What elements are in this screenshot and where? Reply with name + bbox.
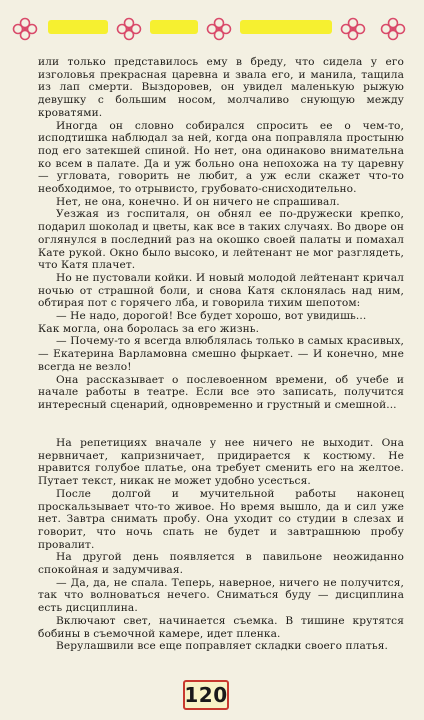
paragraph: — Почему-то я всегда влюблялась только в самых красивых, — Екатерина Варламовна смешно фыркает. — И конечно, мне всегда не везло! xyxy=(38,335,404,373)
paragraph: Верулашвили все еще поправляет складки своего платья. xyxy=(56,640,389,653)
flower-ornament-icon xyxy=(376,16,410,42)
paragraph: Включают свет, начинается съемка. В тишине крутятся бобины в съемочной камере, идет пленка. xyxy=(38,614,404,640)
flower-ornament-icon xyxy=(112,16,146,42)
ornamental-header xyxy=(0,14,424,48)
paragraph: Нет, не она, конечно. И он ничего не спрашивал. xyxy=(56,195,340,208)
flower-ornament-icon xyxy=(336,16,370,42)
page-number: 120 xyxy=(184,683,228,707)
text-block-1 xyxy=(38,56,404,412)
paragraph: Она рассказывает о послевоенном времени, об учебе и начале работы в театре. Если все это записать, получится интересный сценарий, одновременно и грустный и смешной... xyxy=(38,373,404,411)
paragraph: На репетициях вначале у нее ничего не выходит. Она нервничает, капризничает, придирается к костюму. Не нравится голубое платье, она требует сменить его на желтое. Путает текст, никак не может удобно усесться. xyxy=(38,437,404,488)
yellow-bar xyxy=(150,20,198,34)
paragraph: На другой день появляется в павильоне неожиданно спокойная и задумчивая. xyxy=(38,551,404,577)
paragraph: или только представилось ему в бреду, что сидела у его изголовья прекрасная царевна и звала его, и манила, тащила из лап смерти. Выздоровев, он увидел маленькую рыжую девушку с большим носом, молчаливо снующую между кроватями. xyxy=(38,56,404,119)
paragraph: Как могла, она боролась за его жизнь. xyxy=(38,322,260,335)
paragraph: — Не надо, дорогой! Все будет хорошо, вот увидишь... xyxy=(56,310,367,323)
flower-ornament-icon xyxy=(8,16,42,42)
paragraph: Но не пустовали койки. И новый молодой лейтенант кричал ночью от страшной боли, и снова Катя склонялась над ним, обтирая пот с горячего лба, и говорила тихим шепотом: xyxy=(38,271,404,310)
text-block-2 xyxy=(38,437,404,653)
flower-ornament-icon xyxy=(202,16,236,42)
yellow-bar xyxy=(240,20,332,34)
paragraph: Уезжая из госпиталя, он обнял ее по-дружески крепко, подарил шоколад и цветы, как все в таких случаях. Во дворе он оглянулся в последний раз на окошко своей палаты и помахал Кате рукой. Окно было высоко, и лейтенант не мог разглядеть, что Катя плачет. xyxy=(38,208,404,272)
page-number-box xyxy=(183,680,229,710)
paragraph: — Да, да, не спала. Теперь, наверное, ничего не получится, так что волноваться нечего. Сниматься буду — дисциплина есть дисциплина. xyxy=(38,576,404,615)
yellow-bar xyxy=(48,20,108,34)
paragraph: Иногда он словно собирался спросить ее о чем-то, исподтишка наблюдал за ней, когда она поправляла простыню под его затекшей спиной. Но нет, она одинаково внимательна ко всем в палате. Да и уж больно она непохожа на ту царевну — угловата, говорить не любит, а уж если скажет что-то необходимое, то отрывисто, грубовато-снисходительно. xyxy=(38,119,404,196)
paragraph: После долгой и мучительной работы наконец проскальзывает что-то живое. Но время вышло, да и сил уже нет. Завтра снимать пробу. Она уходит со студии в слезах и говорит, что ночь спать не будет и завтрашнюю пробу провалит. xyxy=(38,487,404,551)
